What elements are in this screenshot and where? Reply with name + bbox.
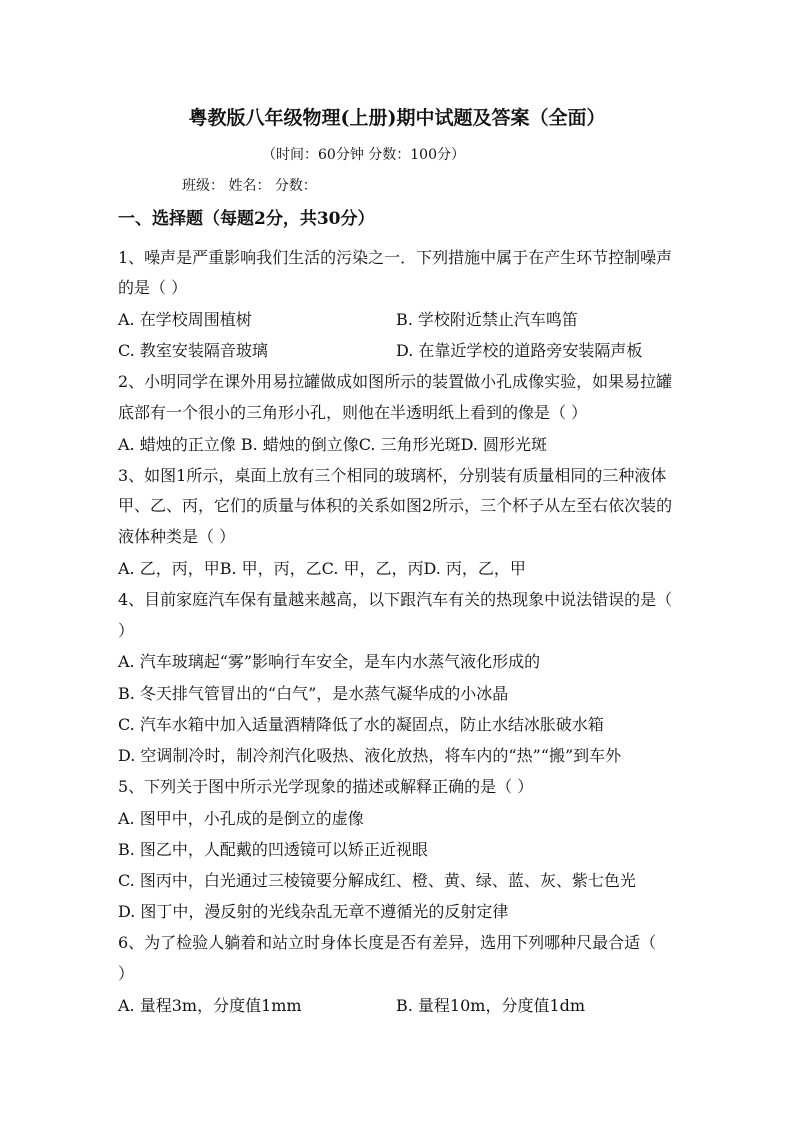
question-5-option-c: C. 图丙中，白光通过三棱镜要分解成红、橙、黄、绿、蓝、灰、紫七色光 (118, 871, 636, 890)
question-1-stem: 1、噪声是严重影响我们生活的污染之一．下列措施中属于在产生环节控制噪声 (118, 248, 673, 267)
question-2-stem: 2、小明同学在课外用易拉罐做成如图所示的装置做小孔成像实验，如果易拉罐 (118, 372, 673, 391)
section-heading: 一、选择题（每题2分，共30分） (118, 209, 375, 229)
question-3-options: A. 乙，丙，甲B. 甲，丙，乙C. 甲，乙，丙D. 丙，乙，甲 (118, 559, 526, 578)
question-1-option-c: C. 教室安装隔音玻璃 (118, 341, 268, 360)
question-1-option-b: B. 学校附近禁止汽车鸣笛 (396, 310, 578, 329)
question-4-stem-cont: ） (118, 621, 135, 640)
question-1-option-d: D. 在靠近学校的道路旁安装隔声板 (396, 341, 643, 360)
page-title: 粤教版八年级物理(上册)期中试题及答案（全面） (188, 107, 606, 129)
question-4-option-d: D. 空调制冷时，制冷剂汽化吸热、液化放热，将车内的“热”“搬”到车外 (118, 746, 622, 765)
time-score-info: （时间：60分钟 分数：100分） (262, 147, 465, 163)
question-4-option-b: B. 冬天排气管冒出的“白气”，是水蒸气凝华成的小冰晶 (118, 684, 509, 703)
question-2-stem-cont: 底部有一个很小的三角形小孔，则他在半透明纸上看到的像是（ ） (118, 403, 588, 422)
question-6-stem-cont: ） (118, 964, 135, 983)
question-4-option-c: C. 汽车水箱中加入适量酒精降低了水的凝固点，防止水结冰胀破水箱 (118, 715, 604, 734)
question-4-stem: 4、目前家庭汽车保有量越来越高，以下跟汽车有关的热现象中说法错误的是（ (118, 590, 673, 609)
question-5-option-d: D. 图丁中，漫反射的光线杂乱无章不遵循光的反射定律 (118, 902, 509, 921)
question-1-stem-cont: 的是（ ） (118, 278, 188, 297)
question-3-stem-cont2: 液体种类是（ ） (118, 527, 236, 546)
question-2-options: A. 蜡烛的正立像 B. 蜡烛的倒立像C. 三角形光斑D. 圆形光斑 (118, 435, 548, 454)
question-4-option-a: A. 汽车玻璃起“雾”影响行车安全，是车内水蒸气液化形成的 (118, 652, 541, 671)
question-6-option-b: B. 量程10m，分度值1dm (396, 996, 586, 1015)
question-3-stem: 3、如图1所示，桌面上放有三个相同的玻璃杯，分别装有质量相同的三种液体 (118, 466, 667, 485)
question-6-option-a: A. 量程3m，分度值1mm (118, 996, 302, 1015)
question-5-option-b: B. 图乙中，人配戴的凹透镜可以矫正近视眼 (118, 840, 428, 859)
question-5-option-a: A. 图甲中，小孔成的是倒立的虚像 (118, 809, 364, 828)
student-info-fields: 班级： 姓名： 分数： (182, 178, 317, 194)
question-6-stem: 6、为了检验人躺着和站立时身体长度是否有差异，选用下列哪种尺最合适（ (118, 933, 657, 952)
question-5-stem: 5、下列关于图中所示光学现象的描述或解释正确的是（ ） (118, 777, 534, 796)
question-1-option-a: A. 在学校周围植树 (118, 310, 252, 329)
question-3-stem-cont: 甲、乙、丙，它们的质量与体积的关系如图2所示，三个杯子从左至右依次装的 (118, 496, 673, 515)
